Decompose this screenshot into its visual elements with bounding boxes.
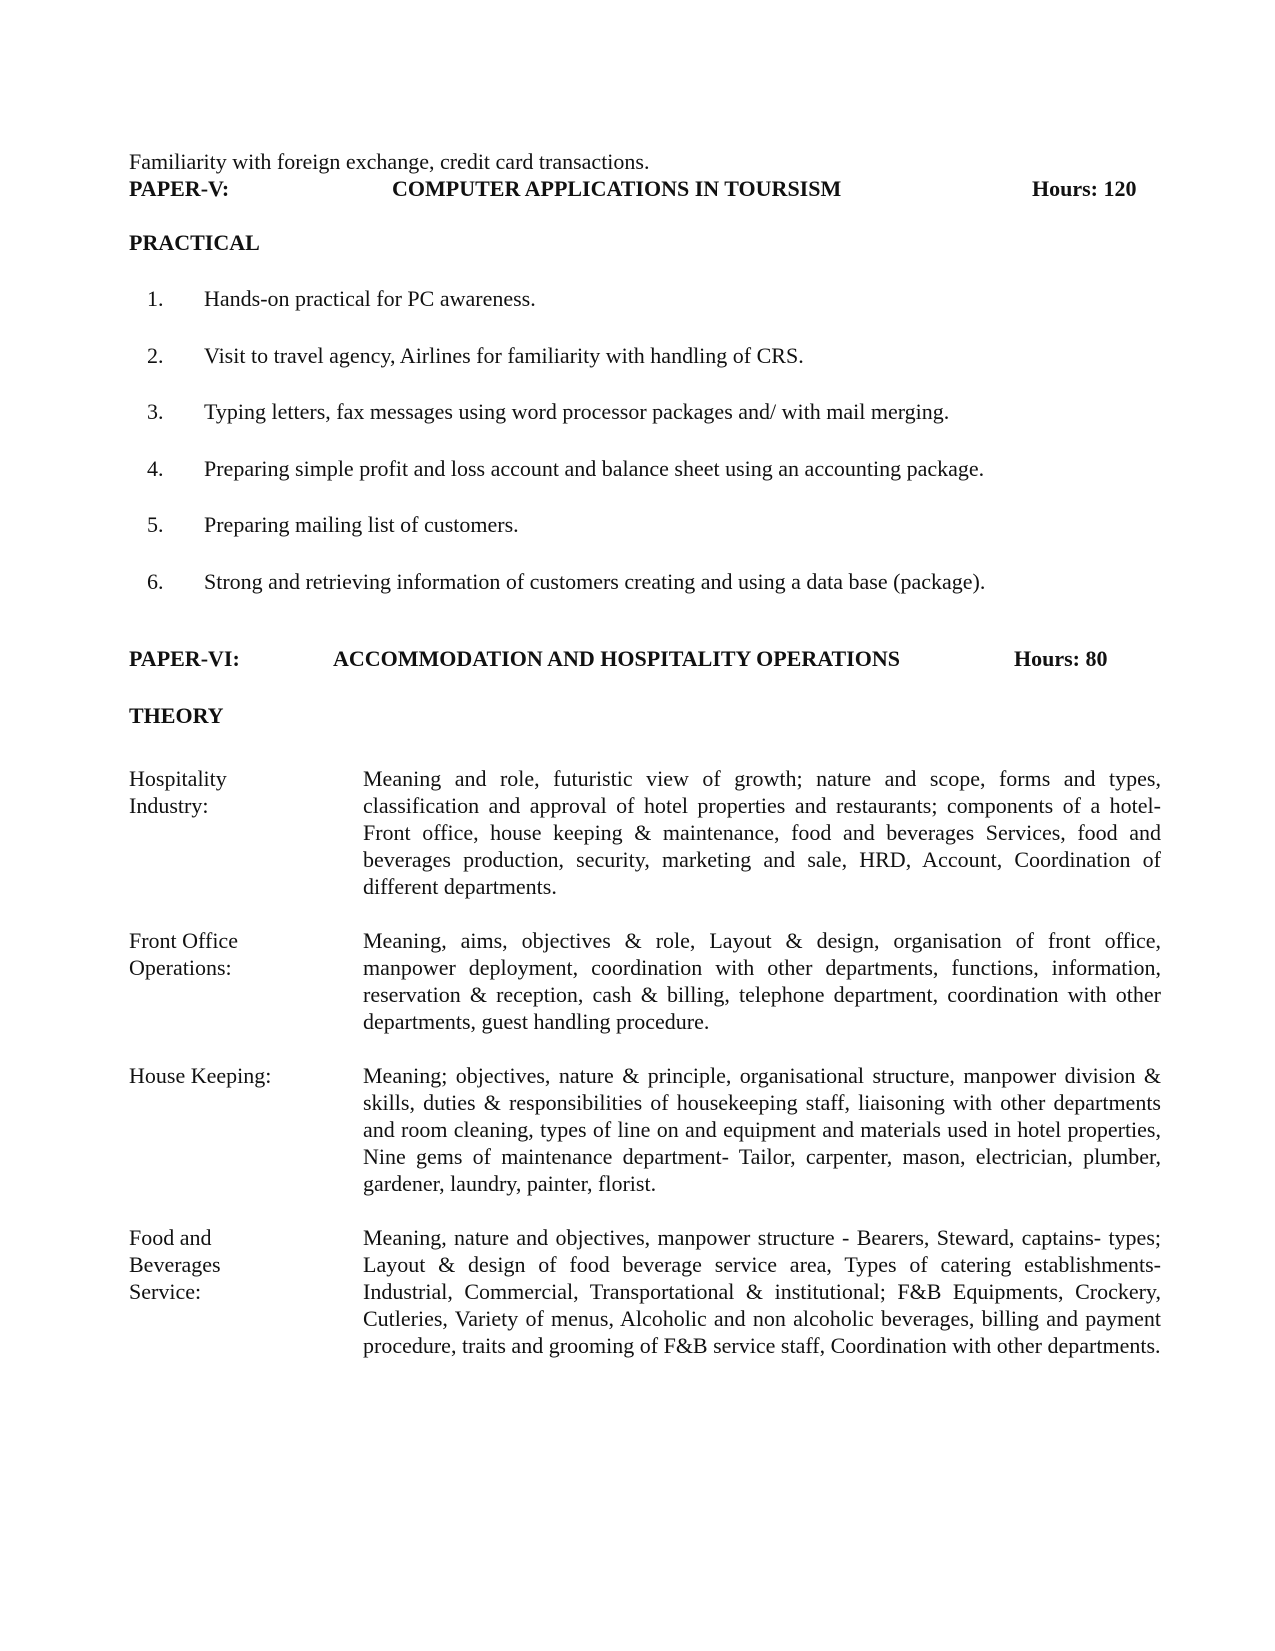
practical-list <box>129 285 1159 624</box>
topic-description: Meaning and role, futuristic view of growth; nature and scope, forms and types, classification and approval of hotel properties and restaurants; components of a hotel- Front office, house keeping & maintenance, food and beverages Services, food and beverages production, security, marketing and sale, HRD, Account, Coordination of different departments. <box>363 766 1161 899</box>
topic-label-line: Industry: <box>129 793 209 818</box>
topic-house-keeping <box>129 1062 1161 1197</box>
paper-vi-heading <box>129 645 1159 673</box>
topic-label-line: House Keeping: <box>129 1063 272 1088</box>
topic-label <box>129 1062 363 1197</box>
list-item-text: Typing letters, fax messages using word processor packages and/ with mail merging. <box>204 399 950 424</box>
topic-label-line: Front Office <box>129 928 238 953</box>
list-item-number: 2. <box>147 342 164 368</box>
paper-v-heading <box>129 175 1159 203</box>
topic-label-line: Beverages <box>129 1252 221 1277</box>
practical-heading: PRACTICAL <box>129 230 260 255</box>
topic-description: Meaning; objectives, nature & principle, organisational structure, manpower division & skills, duties & responsibilities of housekeeping staff, liaisoning with other departments and room cleaning, types of line on and equipment and materials used in hotel properties, Nine gems of maintenance department- Tailor, carpenter, mason, electrician, plumber, gardener, laundry, painter, florist. <box>363 1063 1161 1196</box>
list-item <box>129 398 1159 455</box>
topic-label <box>129 927 363 1035</box>
topic-label-line: Hospitality <box>129 766 227 791</box>
topic-description: Meaning, nature and objectives, manpower structure - Bearers, Steward, captains- types; Layout & design of food beverage service area, Types of catering establishments- Industrial, Commercial, Transportational & institutional; F&B Equipments, Crockery, Cutleries, Variety of menus, Alcoholic and non alcoholic beverages, billing and payment procedure, traits and grooming of F&B service staff, Coordination with other departments. <box>363 1225 1161 1358</box>
paper-v-code: PAPER-V: <box>129 176 230 201</box>
theory-topics <box>129 765 1161 1386</box>
topic-label <box>129 1224 363 1359</box>
intro-line: Familiarity with foreign exchange, credit card transactions. <box>129 149 650 174</box>
list-item <box>129 285 1159 342</box>
list-item-text: Hands-on practical for PC awareness. <box>204 286 536 311</box>
list-item-number: 3. <box>147 399 164 424</box>
list-item-text: Preparing simple profit and loss account and balance sheet using an accounting package. <box>204 455 985 481</box>
topic-label-line: Food and <box>129 1225 212 1250</box>
list-item-number: 6. <box>147 568 164 594</box>
topic-food-and-beverages-service <box>129 1224 1161 1359</box>
topic-hospitality-industry <box>129 765 1161 900</box>
list-item <box>129 511 1159 568</box>
paper-vi-hours: Hours: 80 <box>1014 646 1108 671</box>
list-item <box>129 342 1159 399</box>
list-item-text: Strong and retrieving information of customers creating and using a data base (package). <box>204 568 986 594</box>
list-item-text: Preparing mailing list of customers. <box>204 512 519 537</box>
theory-heading: THEORY <box>129 703 224 728</box>
topic-label-line: Operations: <box>129 955 232 980</box>
topic-label-line: Service: <box>129 1279 202 1304</box>
list-item <box>129 455 1159 512</box>
paper-v-hours: Hours: 120 <box>1032 176 1137 201</box>
list-item-number: 4. <box>147 455 164 481</box>
list-item-text: Visit to travel agency, Airlines for familiarity with handling of CRS. <box>204 342 804 368</box>
list-item-number: 5. <box>147 512 164 537</box>
paper-v-title: COMPUTER APPLICATIONS IN TOURSISM <box>392 176 842 201</box>
topic-label <box>129 765 363 900</box>
list-item <box>129 568 1159 625</box>
topic-front-office-operations <box>129 927 1161 1035</box>
paper-vi-code: PAPER-VI: <box>129 646 240 671</box>
list-item-number: 1. <box>147 286 164 311</box>
topic-description: Meaning, aims, objectives & role, Layout & design, organisation of front office, manpower deployment, coordination with other departments, functions, information, reservation & reception, cash & billing, telephone department, coordination with other departments, guest handling procedure. <box>363 928 1161 1034</box>
paper-vi-title: ACCOMMODATION AND HOSPITALITY OPERATIONS <box>333 646 900 671</box>
